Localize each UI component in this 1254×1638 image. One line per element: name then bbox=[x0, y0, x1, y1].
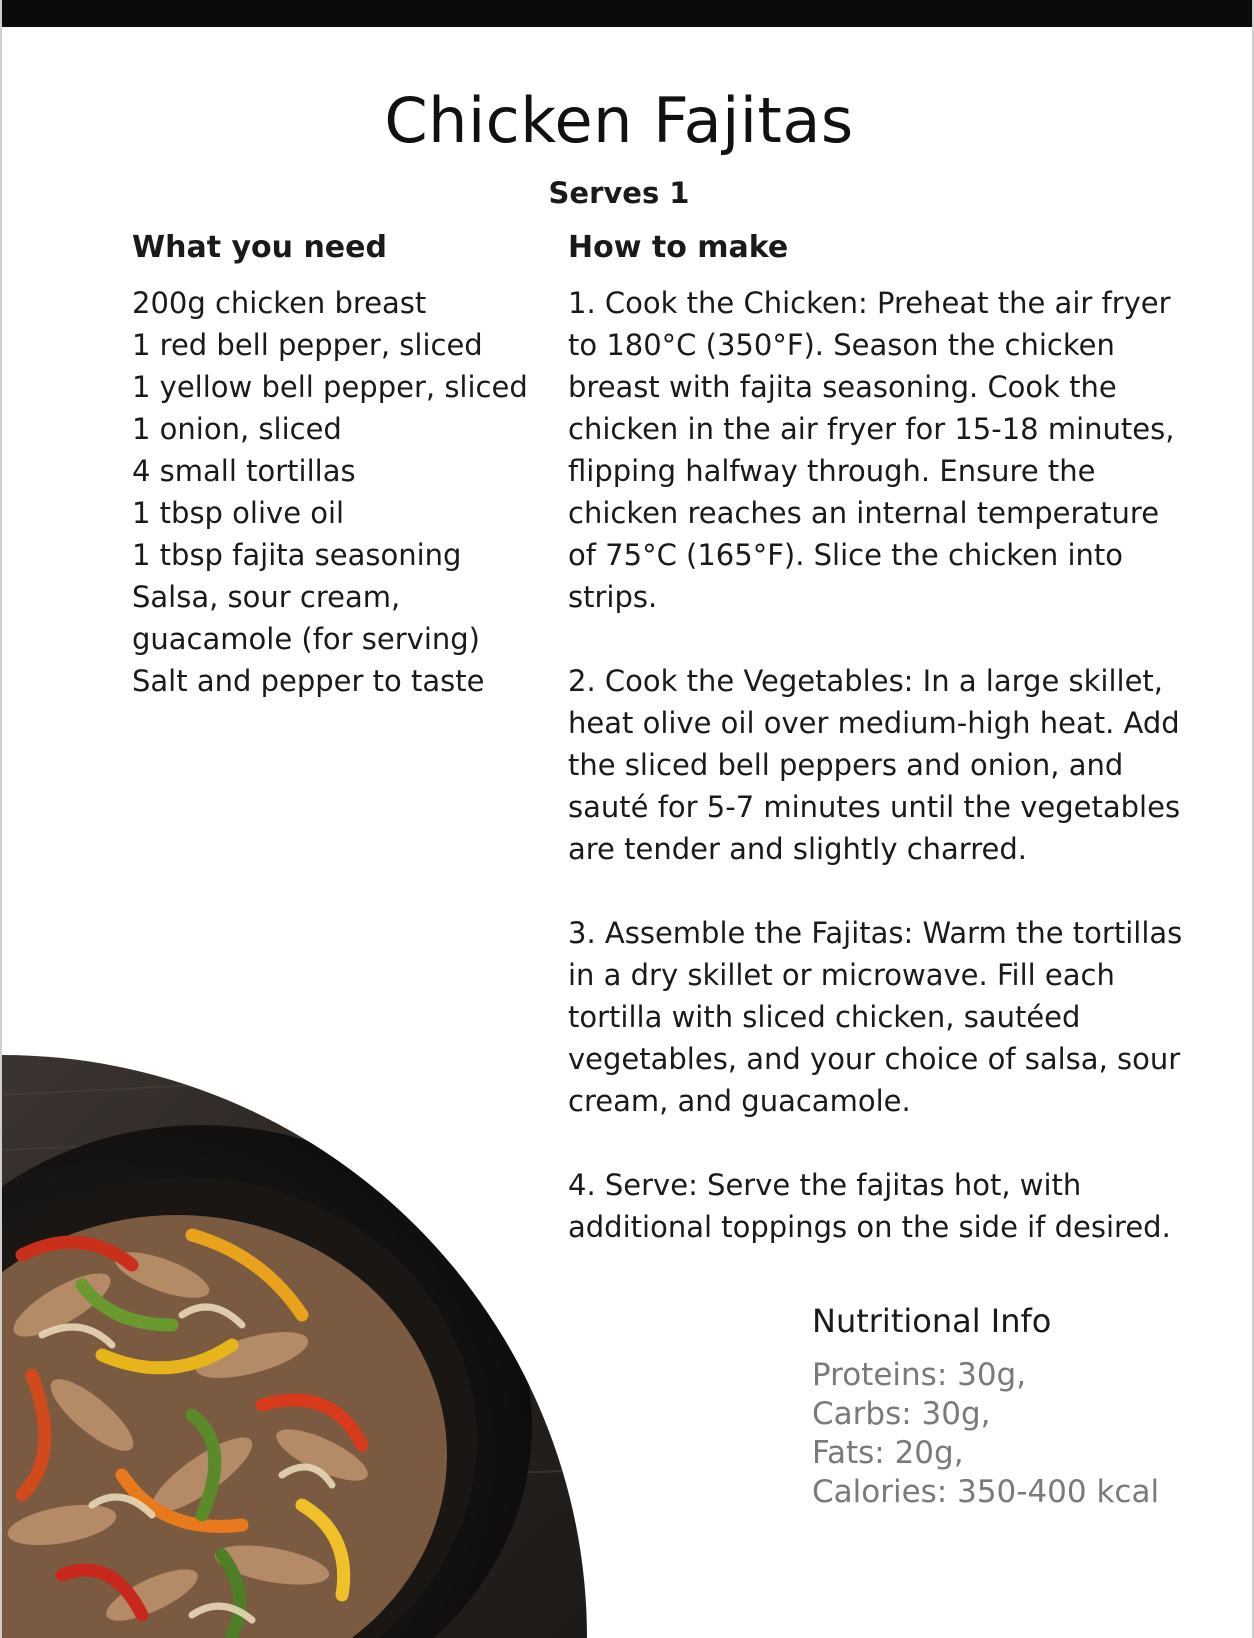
method-step: 1. Cook the Chicken: Preheat the air fryer to 180°C (350°F). Season the chicken breast with fajita seasoning. Cook the chicken in the air fryer for 15-18 minutes, flipping halfway through. Ensure the chicken reaches an internal temperature of 75°C (165°F). Slice the chicken into strips. bbox=[568, 286, 1175, 614]
nutrition-list bbox=[812, 1356, 1232, 1512]
ingredient-item: 4 small tortillas bbox=[132, 454, 356, 488]
ingredient-item: 1 yellow bell pepper, sliced bbox=[132, 370, 528, 404]
nutrition-item: Calories: 350-400 kcal bbox=[812, 1474, 1160, 1510]
ingredient-item: 1 tbsp fajita seasoning bbox=[132, 538, 462, 572]
method-heading: How to make bbox=[568, 230, 789, 265]
fajitas-illustration bbox=[2, 1055, 587, 1638]
ingredient-item: guacamole (for serving) bbox=[132, 622, 480, 656]
fajitas-photo bbox=[2, 1055, 587, 1638]
ingredient-item: 1 onion, sliced bbox=[132, 412, 342, 446]
ingredients-list bbox=[132, 282, 532, 702]
nutrition-item: Fats: 20g, bbox=[812, 1435, 964, 1471]
ingredient-item: 1 tbsp olive oil bbox=[132, 496, 345, 530]
method-step: 2. Cook the Vegetables: In a large skillet, heat olive oil over medium-high heat. Add the sliced bell peppers and onion, and sauté for 5-7 minutes until the vegetables are tender and slightly charred. bbox=[568, 664, 1181, 866]
top-bar bbox=[2, 0, 1254, 27]
method-steps bbox=[568, 282, 1193, 1290]
servings-label: Serves 1 bbox=[548, 176, 690, 210]
nutrition-item: Proteins: 30g, bbox=[812, 1357, 1027, 1393]
ingredients-heading: What you need bbox=[132, 230, 387, 265]
ingredient-item: 200g chicken breast bbox=[132, 286, 427, 320]
ingredient-item: Salsa, sour cream, bbox=[132, 580, 401, 614]
nutrition-title: Nutritional Info bbox=[812, 1302, 1052, 1340]
recipe-title: Chicken Fajitas bbox=[384, 84, 854, 157]
method-step: 4. Serve: Serve the fajitas hot, with additional toppings on the side if desired. bbox=[568, 1168, 1171, 1244]
ingredient-item: Salt and pepper to taste bbox=[132, 664, 485, 698]
nutrition-item: Carbs: 30g, bbox=[812, 1396, 991, 1432]
nutrition-panel bbox=[812, 1302, 1232, 1512]
ingredient-item: 1 red bell pepper, sliced bbox=[132, 328, 483, 362]
method-step: 3. Assemble the Fajitas: Warm the tortillas in a dry skillet or microwave. Fill each tortilla with sliced chicken, sautéed vegetables, and your choice of salsa, sour cream, and guacamole. bbox=[568, 916, 1183, 1118]
